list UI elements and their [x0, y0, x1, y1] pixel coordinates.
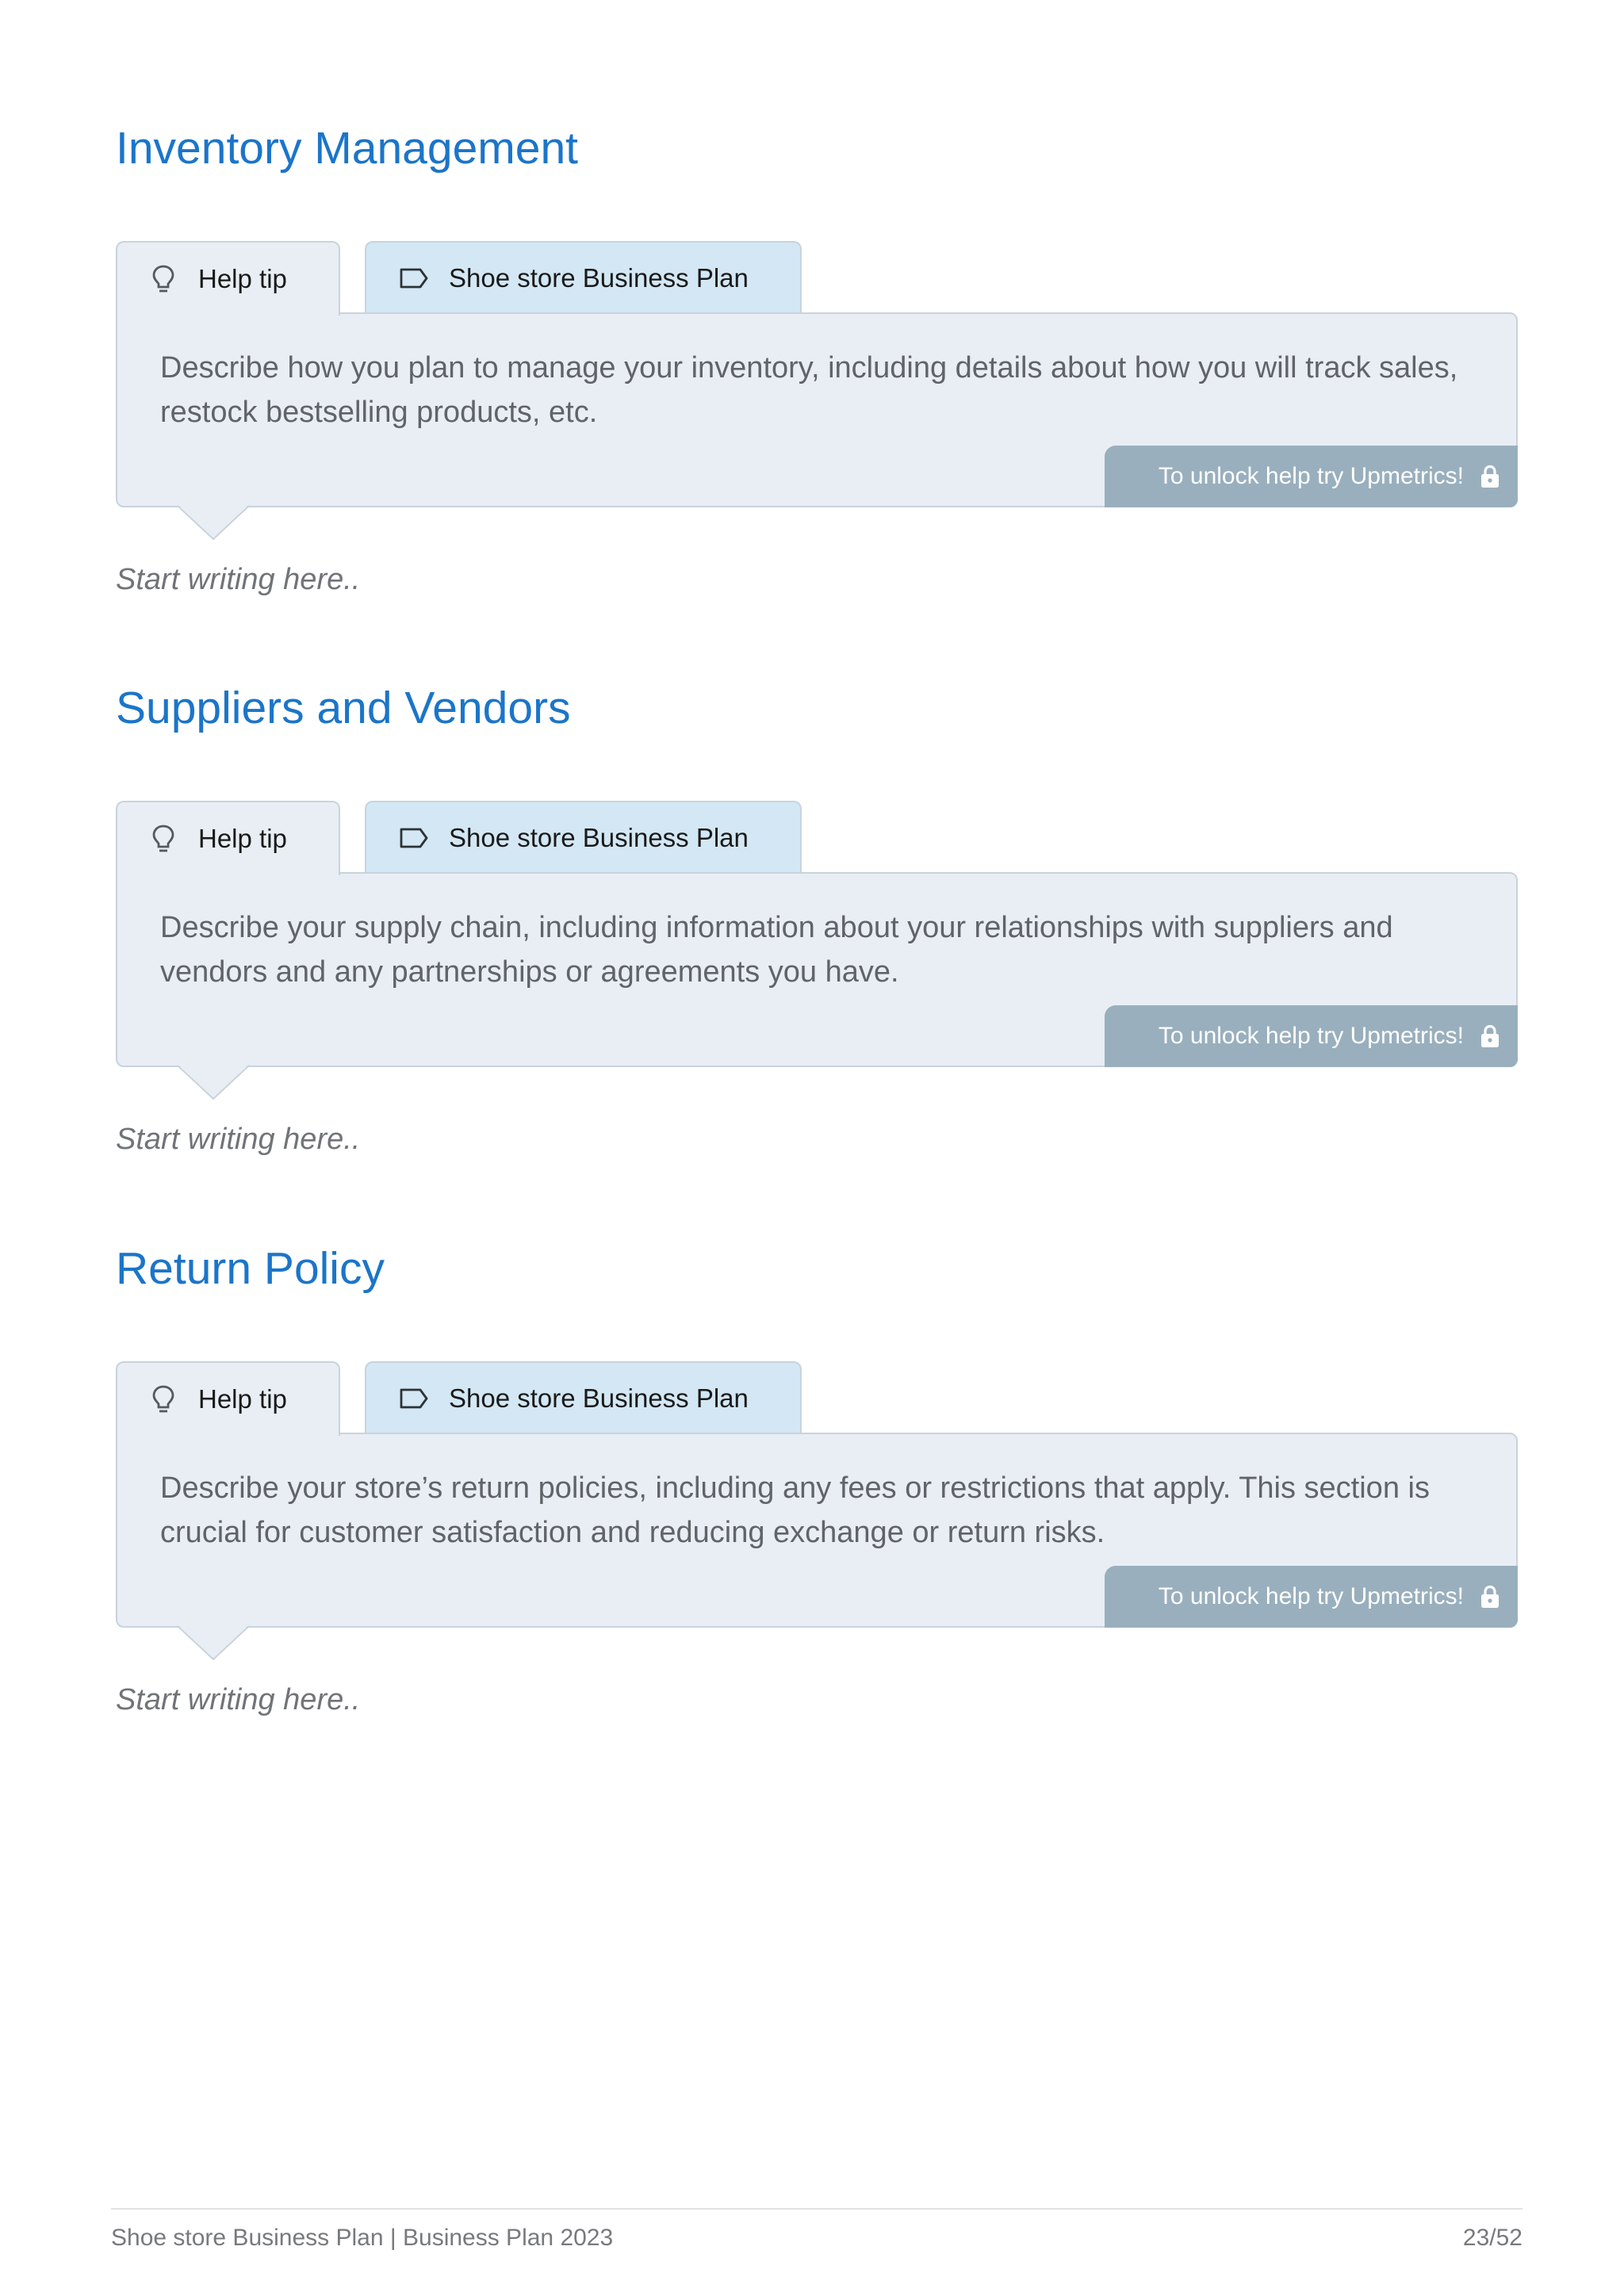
footer-divider — [111, 2208, 1522, 2210]
unlock-help-button[interactable] — [1105, 446, 1518, 507]
section-title: Suppliers and Vendors — [116, 683, 571, 733]
tab-label: Shoe store Business Plan — [449, 263, 749, 293]
tab-label: Help tip — [198, 824, 287, 853]
tab-label: Help tip — [198, 264, 287, 293]
tag-icon — [398, 822, 430, 854]
lightbulb-icon — [147, 263, 179, 295]
tag-icon — [398, 262, 430, 294]
section-suppliers-and-vendors — [116, 560, 1518, 1156]
writing-area-placeholder[interactable]: Start writing here.. — [116, 1683, 361, 1716]
lightbulb-icon — [147, 823, 179, 855]
section-title: Inventory Management — [116, 123, 578, 174]
help-text: Describe your store’s return policies, including any fees or restrictions that apply. This section is crucial for customer satisfaction and reducing exchange or return risks. — [160, 1471, 1430, 1549]
tab-business-plan[interactable] — [365, 1361, 802, 1434]
section-inventory-management — [116, 0, 1518, 596]
tab-business-plan[interactable] — [365, 801, 802, 874]
panel-pointer — [178, 1624, 249, 1661]
tab-help-tip[interactable] — [116, 801, 340, 875]
footer-page-number: 23/52 — [1462, 2225, 1522, 2251]
unlock-label: To unlock help try Upmetrics! — [1158, 1583, 1464, 1609]
help-panel — [116, 1433, 1518, 1628]
tab-label: Shoe store Business Plan — [449, 1383, 749, 1413]
unlock-help-button[interactable] — [1105, 1005, 1518, 1067]
footer-document-title: Shoe store Business Plan | Business Plan 2023 — [111, 2225, 614, 2251]
lightbulb-icon — [147, 1383, 179, 1415]
help-panel — [116, 312, 1518, 507]
tab-help-tip[interactable] — [116, 1361, 340, 1436]
lock-icon — [1480, 1584, 1500, 1609]
writing-area-placeholder[interactable]: Start writing here.. — [116, 563, 361, 596]
unlock-label: To unlock help try Upmetrics! — [1158, 1023, 1464, 1049]
help-text: Describe how you plan to manage your inventory, including details about how you will track sales, restock bestselling products, etc. — [160, 351, 1458, 429]
panel-pointer — [178, 1064, 249, 1100]
tab-label: Shoe store Business Plan — [449, 823, 749, 852]
section-return-policy — [116, 1120, 1518, 1716]
writing-area-placeholder[interactable]: Start writing here.. — [116, 1123, 361, 1156]
unlock-label: To unlock help try Upmetrics! — [1158, 463, 1464, 489]
tab-help-tip[interactable] — [116, 241, 340, 316]
panel-pointer — [178, 504, 249, 541]
unlock-help-button[interactable] — [1105, 1566, 1518, 1628]
tab-label: Help tip — [198, 1384, 287, 1414]
tab-business-plan[interactable] — [365, 241, 802, 314]
help-panel — [116, 872, 1518, 1067]
lock-icon — [1480, 1024, 1500, 1049]
tag-icon — [398, 1383, 430, 1414]
help-text: Describe your supply chain, including information about your relationships with suppliers and vendors and any partnerships or agreements you have. — [160, 911, 1393, 989]
lock-icon — [1480, 464, 1500, 489]
section-title: Return Policy — [116, 1243, 385, 1294]
